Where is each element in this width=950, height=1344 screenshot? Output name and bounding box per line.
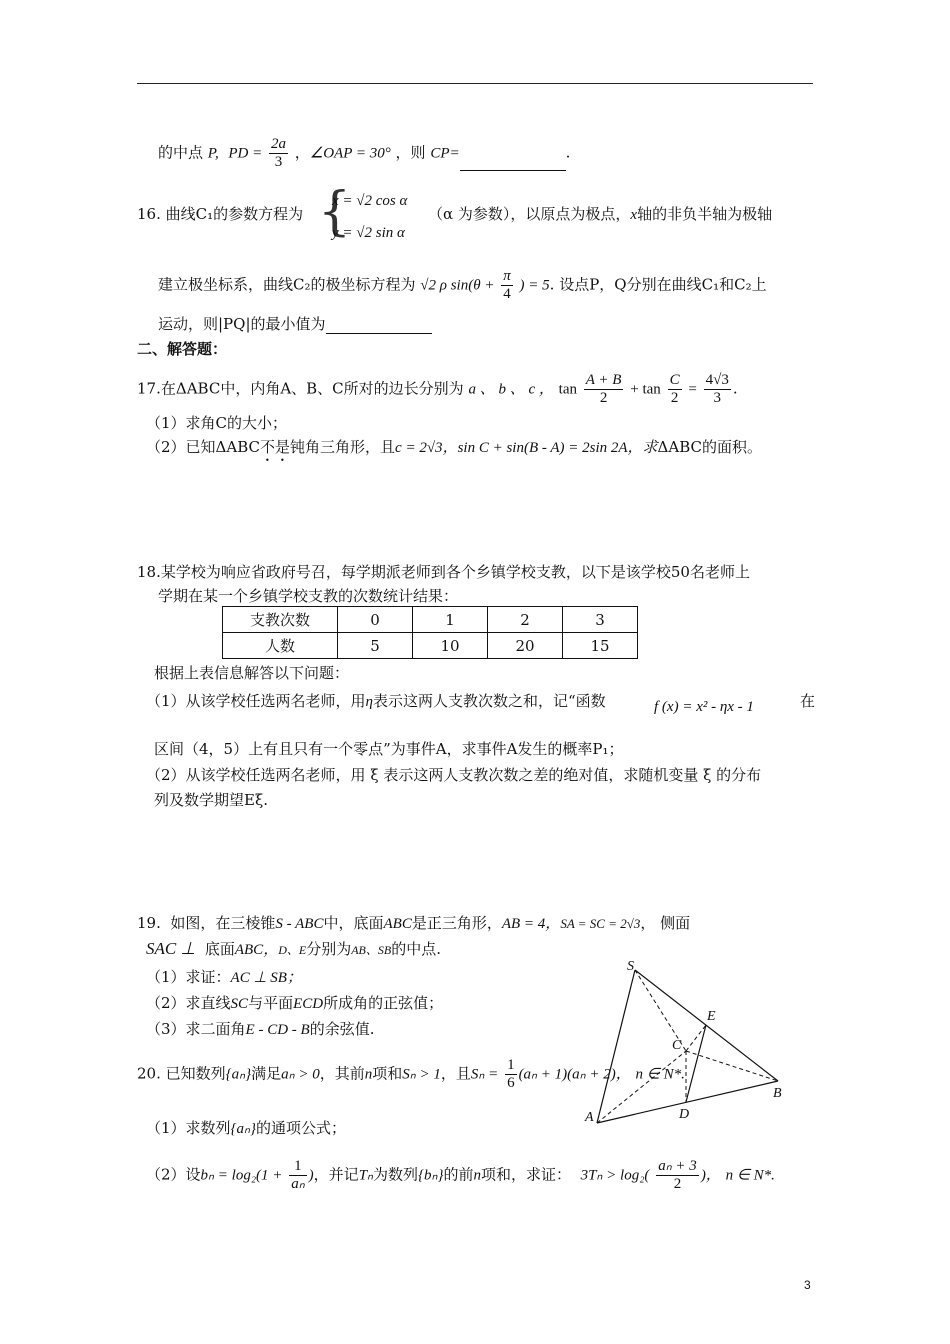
q18-part2-line1: （2）从该学校任选两名老师，用 ξ 表示这两人支教次数之差的绝对值，求随机变量 ξ 的分布 (146, 766, 762, 784)
table-cell: 5 (338, 633, 413, 659)
q16-line1-rest (428, 203, 772, 224)
q18-part1-line2: 区间（4，5）上有且只有一个零点”为事件A，求事件A发生的概率P₁； (154, 740, 624, 758)
q17-c-eq: c = 2√3 (395, 440, 443, 456)
page-number: 3 (804, 1278, 811, 1292)
q20-number: 20. (137, 1064, 161, 1083)
q20-sixth-fraction: $\frac{1}{6}$ (507, 1057, 515, 1091)
table-cell: 10 (413, 633, 488, 659)
q17-part1: （1）求角C的大小； (146, 414, 288, 432)
q19-line2: SAC ⊥ 底面ABC，D、E分别为AB、SB的中点. (146, 939, 441, 958)
q16-axis-rest: 轴的非负半轴为极轴 (637, 205, 773, 223)
q18-number: 18. (137, 563, 161, 581)
q16-brace: { (318, 182, 352, 242)
q17-line1: 17.在ΔABC中，内角A、B、C所对的边长分别为 a 、 b 、 c ， tan $\frac{A + B}{2}$ + tan $\frac{C}{2}$ = $\frac{4√3}{3}$ . (137, 372, 738, 406)
q16-line3-text: 运动，则|PQ|的最小值为 (158, 315, 326, 333)
table-cell: 3 (563, 607, 638, 633)
q17-number: 17. (137, 379, 161, 398)
q16-polar-lhs: √2 ρ sin(θ + (420, 277, 495, 294)
label-s: S (627, 959, 634, 974)
q19-part3: （3）求二面角E - CD - B的余弦值. (146, 1020, 375, 1038)
edge-cb (686, 1051, 778, 1081)
q17-rhs-fraction: $\frac{4√3}{3}$ (705, 372, 729, 406)
q20-line1: 20. 已知数列{aₙ}满足aₙ > 0，其前n项和Sₙ > 1，且Sₙ = $\frac{1}{6}$ (aₙ + 1)(aₙ + 2)， n ∈ N*. (137, 1057, 685, 1091)
label-d: D (679, 1107, 690, 1122)
q15-answer-blank[interactable] (460, 156, 566, 171)
q17-tan2-fraction: $\frac{C}{2}$ (669, 372, 680, 406)
q20-part2: （2）设bₙ = log₂(1 + $\frac{1}{\text{aₙ}}$ )，并记Tₙ为数列{bₙ}的前n项和，求证： 3Tₙ > log₂( $\frac{\text{aₙ + 3}}{2}$ )， n ∈ N*. (146, 1158, 775, 1192)
table-row (223, 633, 638, 659)
q16-polar-rhs: ) = 5 (519, 277, 550, 294)
table-cell: 15 (563, 633, 638, 659)
q17-tan1-fraction: $\frac{A + B}{2}$ (585, 372, 622, 406)
label-b: B (773, 1086, 782, 1101)
q16-line1 (137, 203, 303, 224)
q18-line1: 18.某学校为响应省政府号召，每学期派老师到各个乡镇学校支教，以下是该学校50名老师上 (137, 563, 750, 581)
q15-then: ，则 (395, 143, 426, 162)
q16-line2 (158, 268, 767, 303)
q18-table (222, 606, 638, 659)
q15-prefix: 的中点 (158, 143, 204, 162)
q16-x-axis: x (630, 207, 638, 223)
edge-sa (597, 970, 635, 1123)
label-a: A (585, 1110, 594, 1125)
q15-pd-fraction: $\frac{2a}{3}$ (270, 136, 286, 170)
table-cell: 2 (488, 607, 563, 633)
q16-pi-fraction: $\frac{\pi}{4}$ (503, 268, 511, 302)
q19-part2: （2）求直线SC与平面ECD所成角的正弦值； (146, 994, 444, 1012)
q17-part2: （2）已知ΔABC不是钝角三角形，且c = 2√3，sin C + sin(B - A) = 2sin 2A，求ΔABC的面积。 (146, 438, 762, 456)
edge-ed (686, 1025, 706, 1102)
q19-number: 19. (137, 914, 161, 932)
q15-angle: ∠OAP = 30° (309, 145, 391, 162)
q20-part1: （1）求数列{aₙ}的通项公式； (146, 1119, 347, 1137)
table-cell: 0 (338, 607, 413, 633)
q17-intro: ABC中，内角A、B、C所对的边长分别为 (186, 379, 464, 398)
q17-sides: a 、 b 、 c ， (468, 381, 554, 398)
q19-part1: （1）求证：AC ⊥ SB； (146, 968, 302, 986)
q16-param-note: （α 为参数），以原点为极点， (428, 205, 631, 223)
pyramid-figure (575, 955, 795, 1130)
q15-point-p: P, (207, 145, 219, 162)
q15-cp: CP= (430, 145, 460, 162)
q19-line1: 19. 如图，在三棱锥S - ABC中，底面ABC是正三角形，AB = 4，SA = SC = 2√3， 侧面 (137, 914, 691, 932)
header-rule (137, 83, 813, 84)
section-title: 二、解答题： (137, 340, 228, 358)
q18-line2: 学期在某一个乡镇学校支教的次数统计结果： (158, 587, 459, 605)
q16-number: 16. (137, 205, 161, 223)
q16-line3 (158, 313, 432, 334)
table-cell: 20 (488, 633, 563, 659)
q18-eta: η (365, 694, 373, 710)
table-cell: 支教次数 (223, 607, 338, 633)
q18-part2-line2: 列及数学期望Eξ. (154, 791, 268, 809)
q20-bn-fraction: $\frac{1}{\text{aₙ}}$ (291, 1158, 305, 1192)
q16-answer-blank[interactable] (326, 319, 432, 334)
table-row (223, 607, 638, 633)
table-cell: 人数 (223, 633, 338, 659)
q16-line2-b: . 设点P，Q分别在曲线C₁和C₂上 (549, 275, 767, 294)
q16-intro: 曲线C₁的参数方程为 (165, 205, 304, 223)
q16-line2-a: 建立极坐标系，曲线C₂的极坐标方程为 (158, 275, 416, 294)
q17-delta: Δ (175, 379, 187, 398)
q17-condition: ，sin C + sin(B - A) = 2sin 2A，求 (442, 440, 658, 456)
q18-function: f (x) = x² - ηx - 1 (654, 699, 754, 715)
q15-pd-lhs: PD = (228, 145, 263, 162)
q17-emphasis: 不是 (260, 438, 291, 456)
q18-part1: （1）从该学校任选两名老师，用η表示这两人支教次数之和，记“函数 (146, 692, 606, 710)
label-c: C (672, 1038, 682, 1053)
q18-after-table: 根据上表信息解答以下问题： (154, 664, 350, 682)
label-e: E (707, 1009, 716, 1024)
q18-part1-end: 在 (800, 692, 816, 710)
q20-ineq-fraction: $\frac{\text{aₙ + 3}}{2}$ (658, 1158, 697, 1192)
q15-line: 的中点 P, PD = $\frac{2a}{3}$ ，∠OAP = 30° ，则 CP= . (158, 136, 571, 170)
q16-eq-y: y = √2 sin α (332, 225, 405, 241)
q16-eq-x: x = √2 cos α (332, 193, 408, 209)
table-cell: 1 (413, 607, 488, 633)
